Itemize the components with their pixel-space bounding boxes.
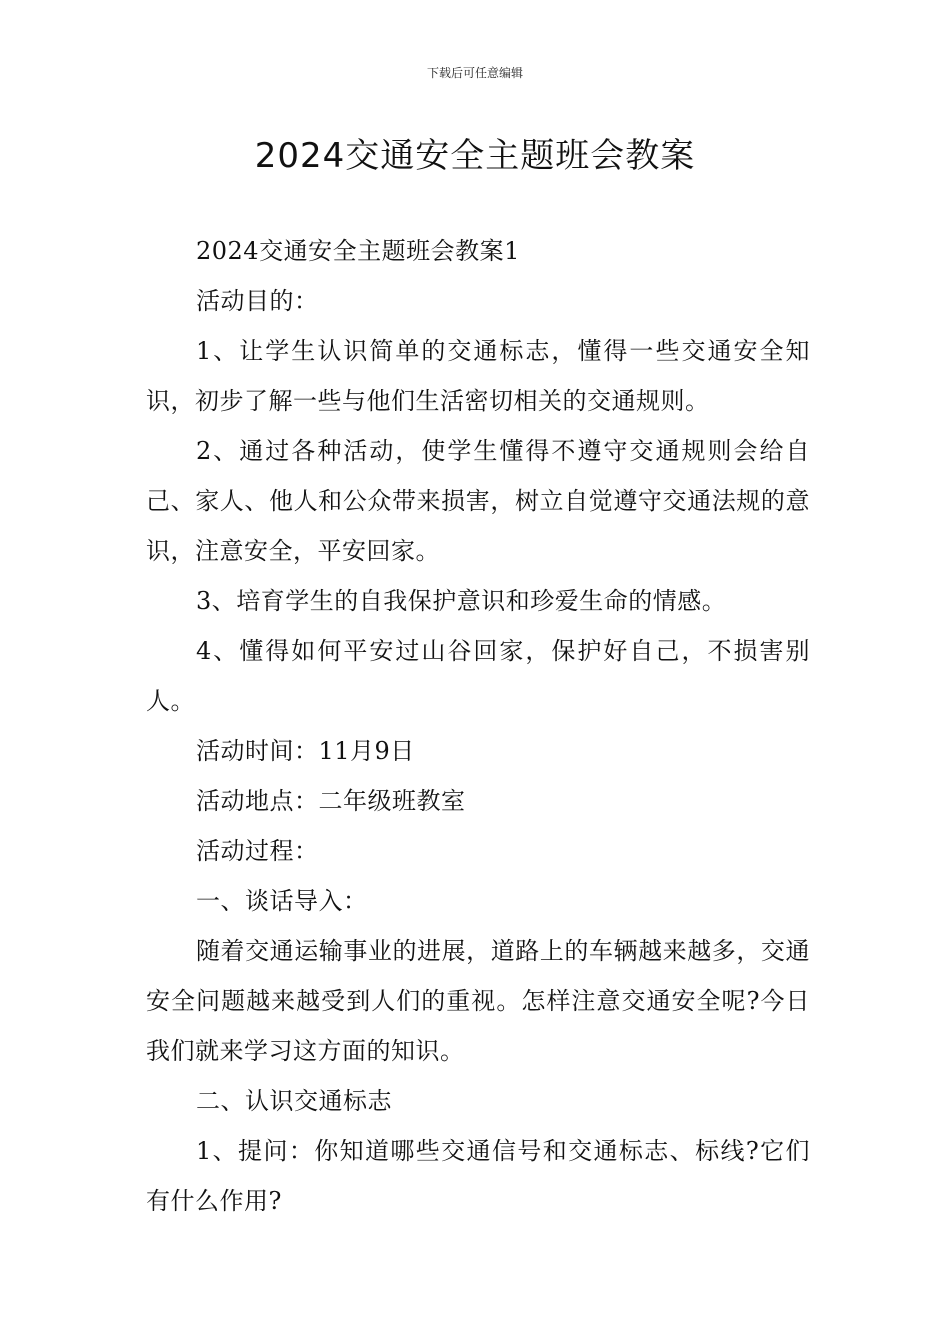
- paragraph-activity-location: 活动地点：二年级班教室: [196, 787, 466, 815]
- document-title: 2024交通安全主题班会教案: [254, 136, 696, 176]
- paragraph-section-heading: 2024交通安全主题班会教案1: [196, 237, 520, 265]
- paragraph-activity-process-label: 活动过程：: [196, 837, 319, 865]
- paragraph-step-1-body: 随着交通运输事业的进展，道路上的车辆越来越多，交通安全问题越来越受到人们的重视。怎样注意交通安全呢?今日我们就来学习这方面的知识。: [146, 937, 810, 1065]
- paragraph-objective-2: 2、通过各种活动，使学生懂得不遵守交通规则会给自己、家人、他人和公众带来损害，树立自觉遵守交通法规的意识，注意安全，平安回家。: [146, 437, 810, 565]
- paragraph-activity-time: 活动时间：11月9日: [196, 737, 415, 765]
- paragraph-objectives-label: 活动目的：: [196, 287, 319, 315]
- paragraph-objective-4: 4、懂得如何平安过山谷回家，保护好自己，不损害别人。: [146, 637, 810, 715]
- paragraph-step-2-question: 1、提问：你知道哪些交通信号和交通标志、标线?它们有什么作用?: [146, 1137, 810, 1215]
- document-body: [146, 226, 810, 1226]
- paragraph-step-1-heading: 一、谈话导入：: [196, 887, 368, 915]
- paragraph-step-2-heading: 二、认识交通标志: [196, 1087, 392, 1115]
- paragraph-objective-1: 1、让学生认识简单的交通标志，懂得一些交通安全知识，初步了解一些与他们生活密切相关的交通规则。: [146, 337, 810, 415]
- paragraph-objective-3: 3、培育学生的自我保护意识和珍爱生命的情感。: [196, 587, 727, 615]
- page-header-note: 下载后可任意编辑: [426, 66, 523, 80]
